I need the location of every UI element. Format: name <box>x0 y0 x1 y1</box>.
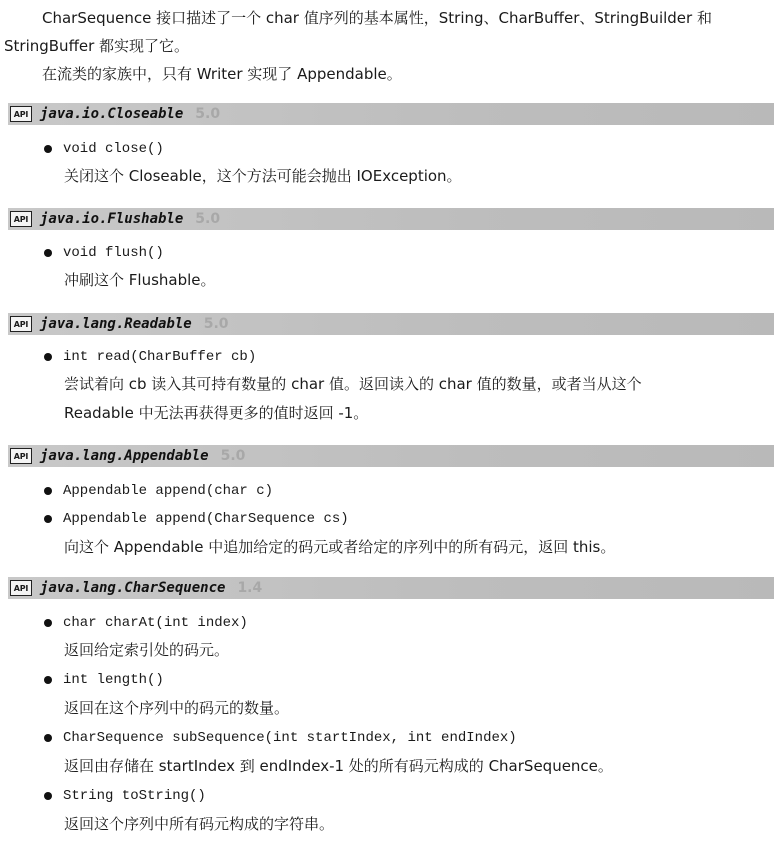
api-header-closeable <box>8 103 774 125</box>
api-version: 5.0 <box>195 106 221 122</box>
method-description: 关闭这个 Closeable，这个方法可能会抛出 IOException。 <box>64 167 462 185</box>
method-item <box>44 508 349 530</box>
method-description-continued: Readable 中无法再获得更多的值时返回 -1。 <box>64 404 369 422</box>
api-class-name: java.io.Closeable <box>40 106 184 122</box>
method-item <box>44 785 206 807</box>
bullet-icon <box>44 515 52 523</box>
api-version: 5.0 <box>220 448 246 464</box>
method-signature: int length() <box>63 672 164 688</box>
api-class-name: java.lang.CharSequence <box>40 580 226 596</box>
method-signature: CharSequence subSequence(int startIndex, int endIndex) <box>63 730 517 746</box>
api-version: 5.0 <box>195 211 221 227</box>
intro-line-3: 在流类的家族中，只有 Writer 实现了 Appendable。 <box>42 65 402 83</box>
api-badge-icon: API <box>10 106 32 122</box>
api-class-name: java.lang.Readable <box>40 316 192 332</box>
bullet-icon <box>44 676 52 684</box>
bullet-icon <box>44 619 52 627</box>
method-signature: String toString() <box>63 788 206 804</box>
bullet-icon <box>44 734 52 742</box>
method-item <box>44 242 164 264</box>
method-description: 向这个 Appendable 中追加给定的码元或者给定的序列中的所有码元，返回 this。 <box>64 538 616 556</box>
api-badge-icon: API <box>10 316 32 332</box>
api-header-flushable <box>8 208 774 230</box>
intro-line-2: StringBuffer 都实现了它。 <box>4 37 190 55</box>
method-item <box>44 480 273 502</box>
bullet-icon <box>44 353 52 361</box>
bullet-icon <box>44 249 52 257</box>
api-badge-icon: API <box>10 580 32 596</box>
method-description: 返回由存储在 startIndex 到 endIndex-1 处的所有码元构成的 CharSequence。 <box>64 757 613 775</box>
method-description: 冲刷这个 Flushable。 <box>64 271 216 289</box>
method-signature: char charAt(int index) <box>63 615 248 631</box>
method-signature: int read(CharBuffer cb) <box>63 349 257 365</box>
api-version: 1.4 <box>237 580 263 596</box>
method-item <box>44 612 248 634</box>
bullet-icon <box>44 792 52 800</box>
method-signature: void close() <box>63 141 164 157</box>
method-signature: Appendable append(char c) <box>63 483 274 499</box>
api-class-name: java.io.Flushable <box>40 211 184 227</box>
api-version: 5.0 <box>203 316 229 332</box>
api-header-charsequence <box>8 577 774 599</box>
method-item <box>44 346 256 368</box>
method-signature: void flush() <box>63 245 164 261</box>
method-signature: Appendable append(CharSequence cs) <box>63 511 349 527</box>
bullet-icon <box>44 487 52 495</box>
api-badge-icon: API <box>10 211 32 227</box>
method-description: 返回这个序列中所有码元构成的字符串。 <box>64 815 335 833</box>
api-header-readable <box>8 313 774 335</box>
method-description: 返回在这个序列中的码元的数量。 <box>64 699 290 717</box>
method-description: 返回给定索引处的码元。 <box>64 641 230 659</box>
intro-line-1: CharSequence 接口描述了一个 char 值序列的基本属性，String、CharBuffer、StringBuilder 和 <box>42 9 712 27</box>
api-header-appendable <box>8 445 774 467</box>
api-class-name: java.lang.Appendable <box>40 448 209 464</box>
method-item <box>44 138 164 160</box>
method-item <box>44 669 164 691</box>
method-item <box>44 727 517 749</box>
bullet-icon <box>44 145 52 153</box>
method-description: 尝试着向 cb 读入其可持有数量的 char 值。返回读入的 char 值的数量，或者当从这个 <box>64 375 642 393</box>
api-badge-icon: API <box>10 448 32 464</box>
